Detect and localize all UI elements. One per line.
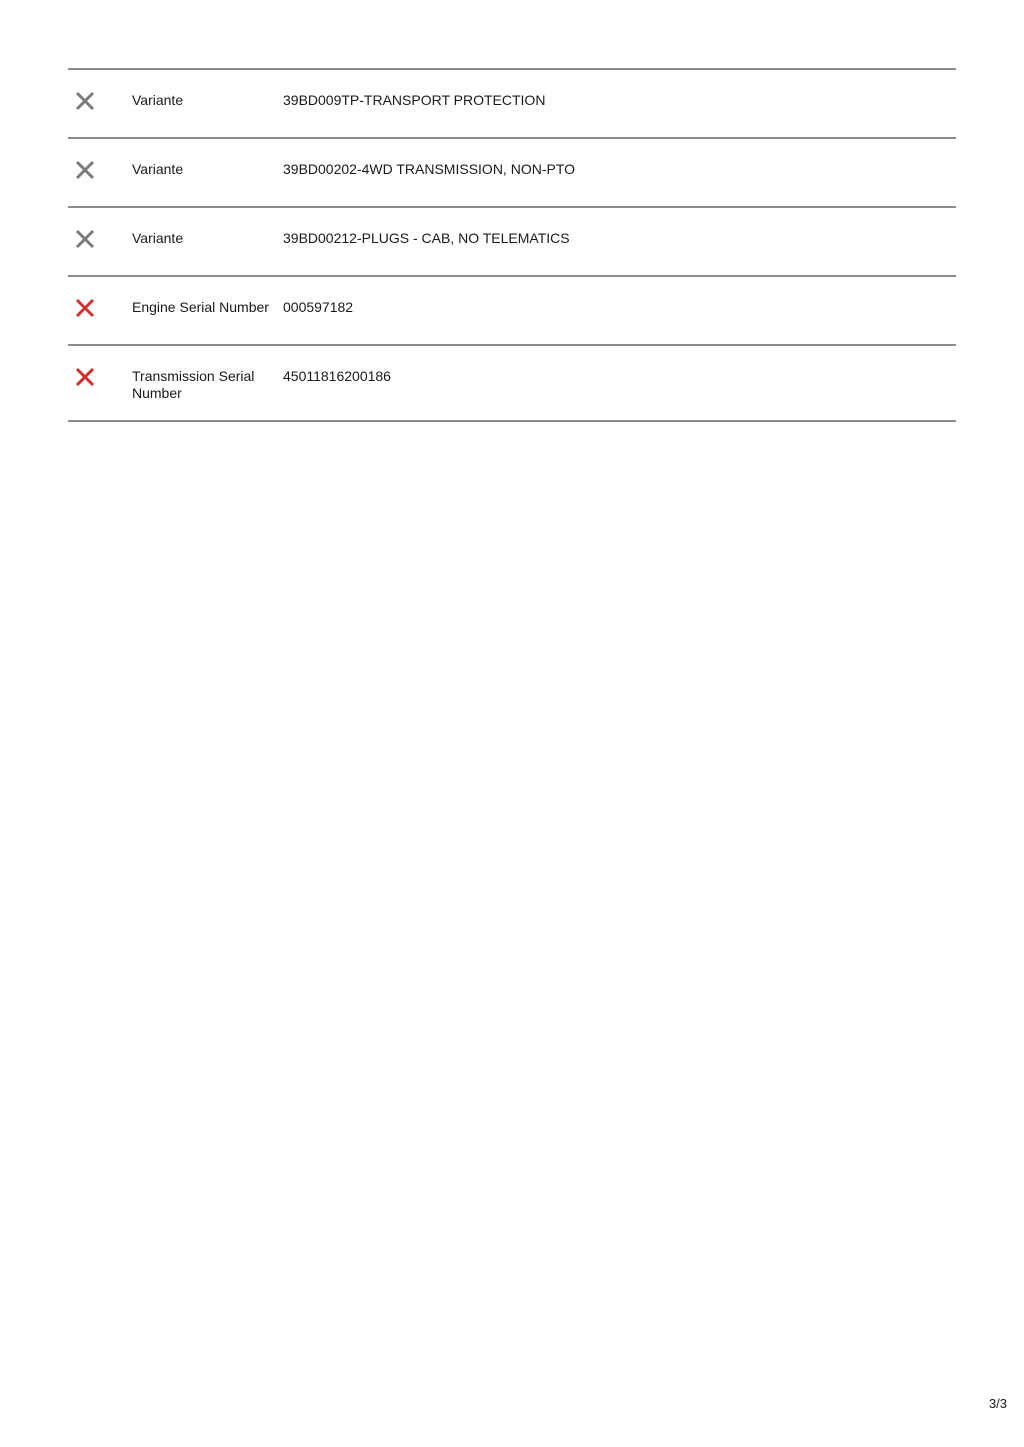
table-row bbox=[68, 346, 956, 422]
gray-cross-icon bbox=[74, 90, 96, 112]
table-row bbox=[68, 139, 956, 208]
row-value: 45011816200186 bbox=[283, 368, 391, 384]
table-row bbox=[68, 277, 956, 346]
table-row bbox=[68, 70, 956, 139]
page-number: 3/3 bbox=[988, 1396, 1007, 1411]
gray-cross-icon bbox=[74, 228, 96, 250]
row-label: Variante bbox=[132, 92, 184, 108]
row-label: Engine Serial Number bbox=[132, 299, 269, 315]
red-cross-icon bbox=[74, 366, 96, 388]
row-value: 39BD00202-4WD TRANSMISSION, NON-PTO bbox=[283, 161, 576, 177]
gray-cross-icon bbox=[74, 159, 96, 181]
table-row bbox=[68, 208, 956, 277]
row-label: Variante bbox=[132, 161, 184, 177]
row-value: 39BD009TP-TRANSPORT PROTECTION bbox=[283, 92, 546, 108]
row-label: Transmission Serial Number bbox=[132, 368, 255, 401]
red-cross-icon bbox=[74, 297, 96, 319]
spec-table bbox=[68, 68, 956, 422]
row-label: Variante bbox=[132, 230, 184, 246]
row-value: 000597182 bbox=[283, 299, 354, 315]
row-value: 39BD00212-PLUGS - CAB, NO TELEMATICS bbox=[283, 230, 570, 246]
